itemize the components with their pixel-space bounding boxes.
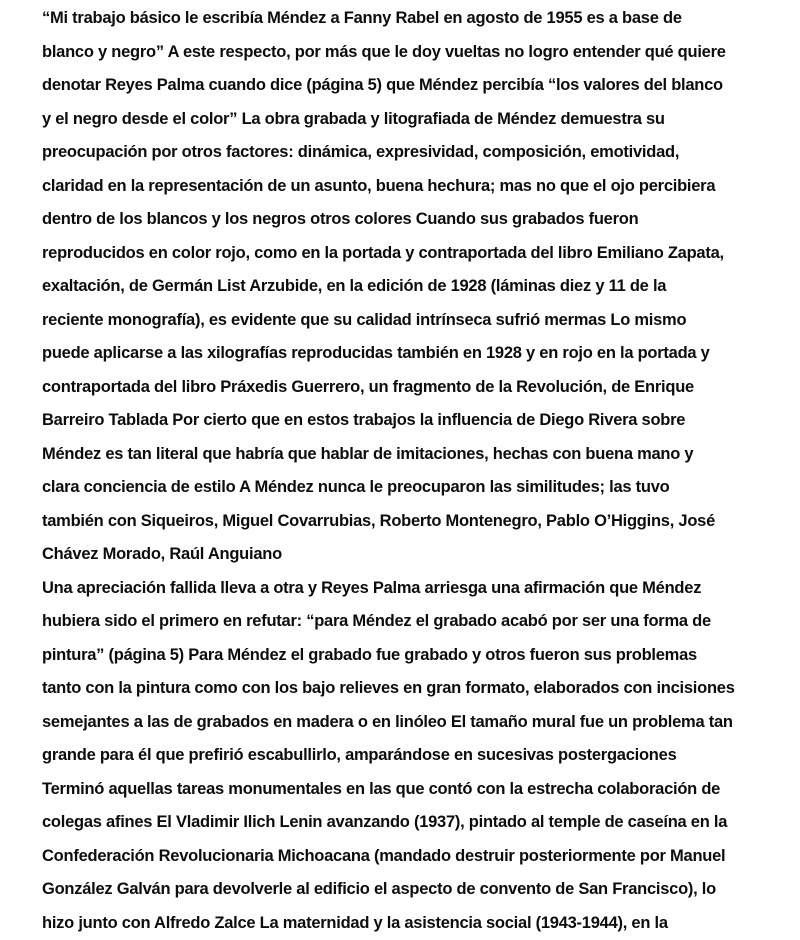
text-line: Chávez Morado, Raúl Anguiano [42,545,282,563]
text-line: Barreiro Tablada Por cierto que en estos trabajos la influencia de Diego Rivera sobre [42,411,686,429]
text-line: Terminó aquellas tareas monumentales en las que contó con la estrecha colaboración de [42,779,721,798]
text-line: pintura” (página 5) Para Méndez el grabado fue grabado y otros fueron sus problemas [42,645,697,664]
text-line: denotar Reyes Palma cuando dice (página 5) que Méndez percibía “los valores del blanco [42,76,723,94]
text-line: semejantes a las de grabados en madera o en linóleo El tamaño mural fue un problema tan [42,712,733,731]
text-line: clara conciencia de estilo A Méndez nunca le preocuparon las similitudes; las tuvo [42,478,670,496]
text-line: Méndez es tan literal que habría que hablar de imitaciones, hechas con buena mano y [42,444,694,463]
text-line: tanto con la pintura como con los bajo relieves en gran formato, elaborados con incisiones [42,679,735,697]
text-line: reproducidos en color rojo, como en la portada y contraportada del libro Emiliano Zapata, [42,243,724,262]
text-line: contraportada del libro Práxedis Guerrero, un fragmento de la Revolución, de Enrique [42,377,694,396]
text-line: también con Siqueiros, Miguel Covarrubias, Roberto Montenegro, Pablo O’Higgins, José [42,511,716,530]
text-line: Confederación Revolucionaria Michoacana (mandado destruir posteriormente por Manuel [42,846,726,865]
text-line: hubiera sido el primero en refutar: “para Méndez el grabado acabó por ser una forma de [42,612,711,630]
paragraph-1 [42,2,772,572]
text-line: preocupación por otros factores: dinámica, expresividad, composición, emotividad, [42,143,680,161]
text-line: Una apreciación fallida lleva a otra y Reyes Palma arriesga una afirmación que Méndez [42,578,702,597]
text-line: dentro de los blancos y los negros otros colores Cuando sus grabados fueron [42,210,639,228]
text-line: colegas afines El Vladimir Ilich Lenin avanzando (1937), pintado al temple de caseína en la [42,813,728,831]
text-line: reciente monografía), es evidente que su calidad intrínseca sufrió mermas Lo mismo [42,310,687,329]
text-line: González Galván para devolverle al edificio el aspecto de convento de San Francisco), lo [42,880,716,898]
text-line: puede aplicarse a las xilografías reproducidas también en 1928 y en rojo en la portada y [42,344,710,362]
paragraph-2 [42,572,772,940]
text-line: grande para él que prefirió escabullirlo, amparándose en sucesivas postergaciones [42,746,677,764]
text-line: exaltación, de Germán List Arzubide, en la edición de 1928 (láminas diez y 11 de la [42,277,667,295]
text-line: y el negro desde el color” La obra grabada y litografiada de Méndez demuestra su [42,109,665,128]
text-line: hizo junto con Alfredo Zalce La maternidad y la asistencia social (1943-1944), en la [42,913,668,932]
text-line: blanco y negro” A este respecto, por más que le doy vueltas no logro entender qué quiere [42,42,726,61]
text-line: claridad en la representación de un asunto, buena hechura; mas no que el ojo percibiera [42,176,716,195]
text-line: “Mi trabajo básico le escribía Méndez a Fanny Rabel en agosto de 1955 es a base de [42,9,682,27]
